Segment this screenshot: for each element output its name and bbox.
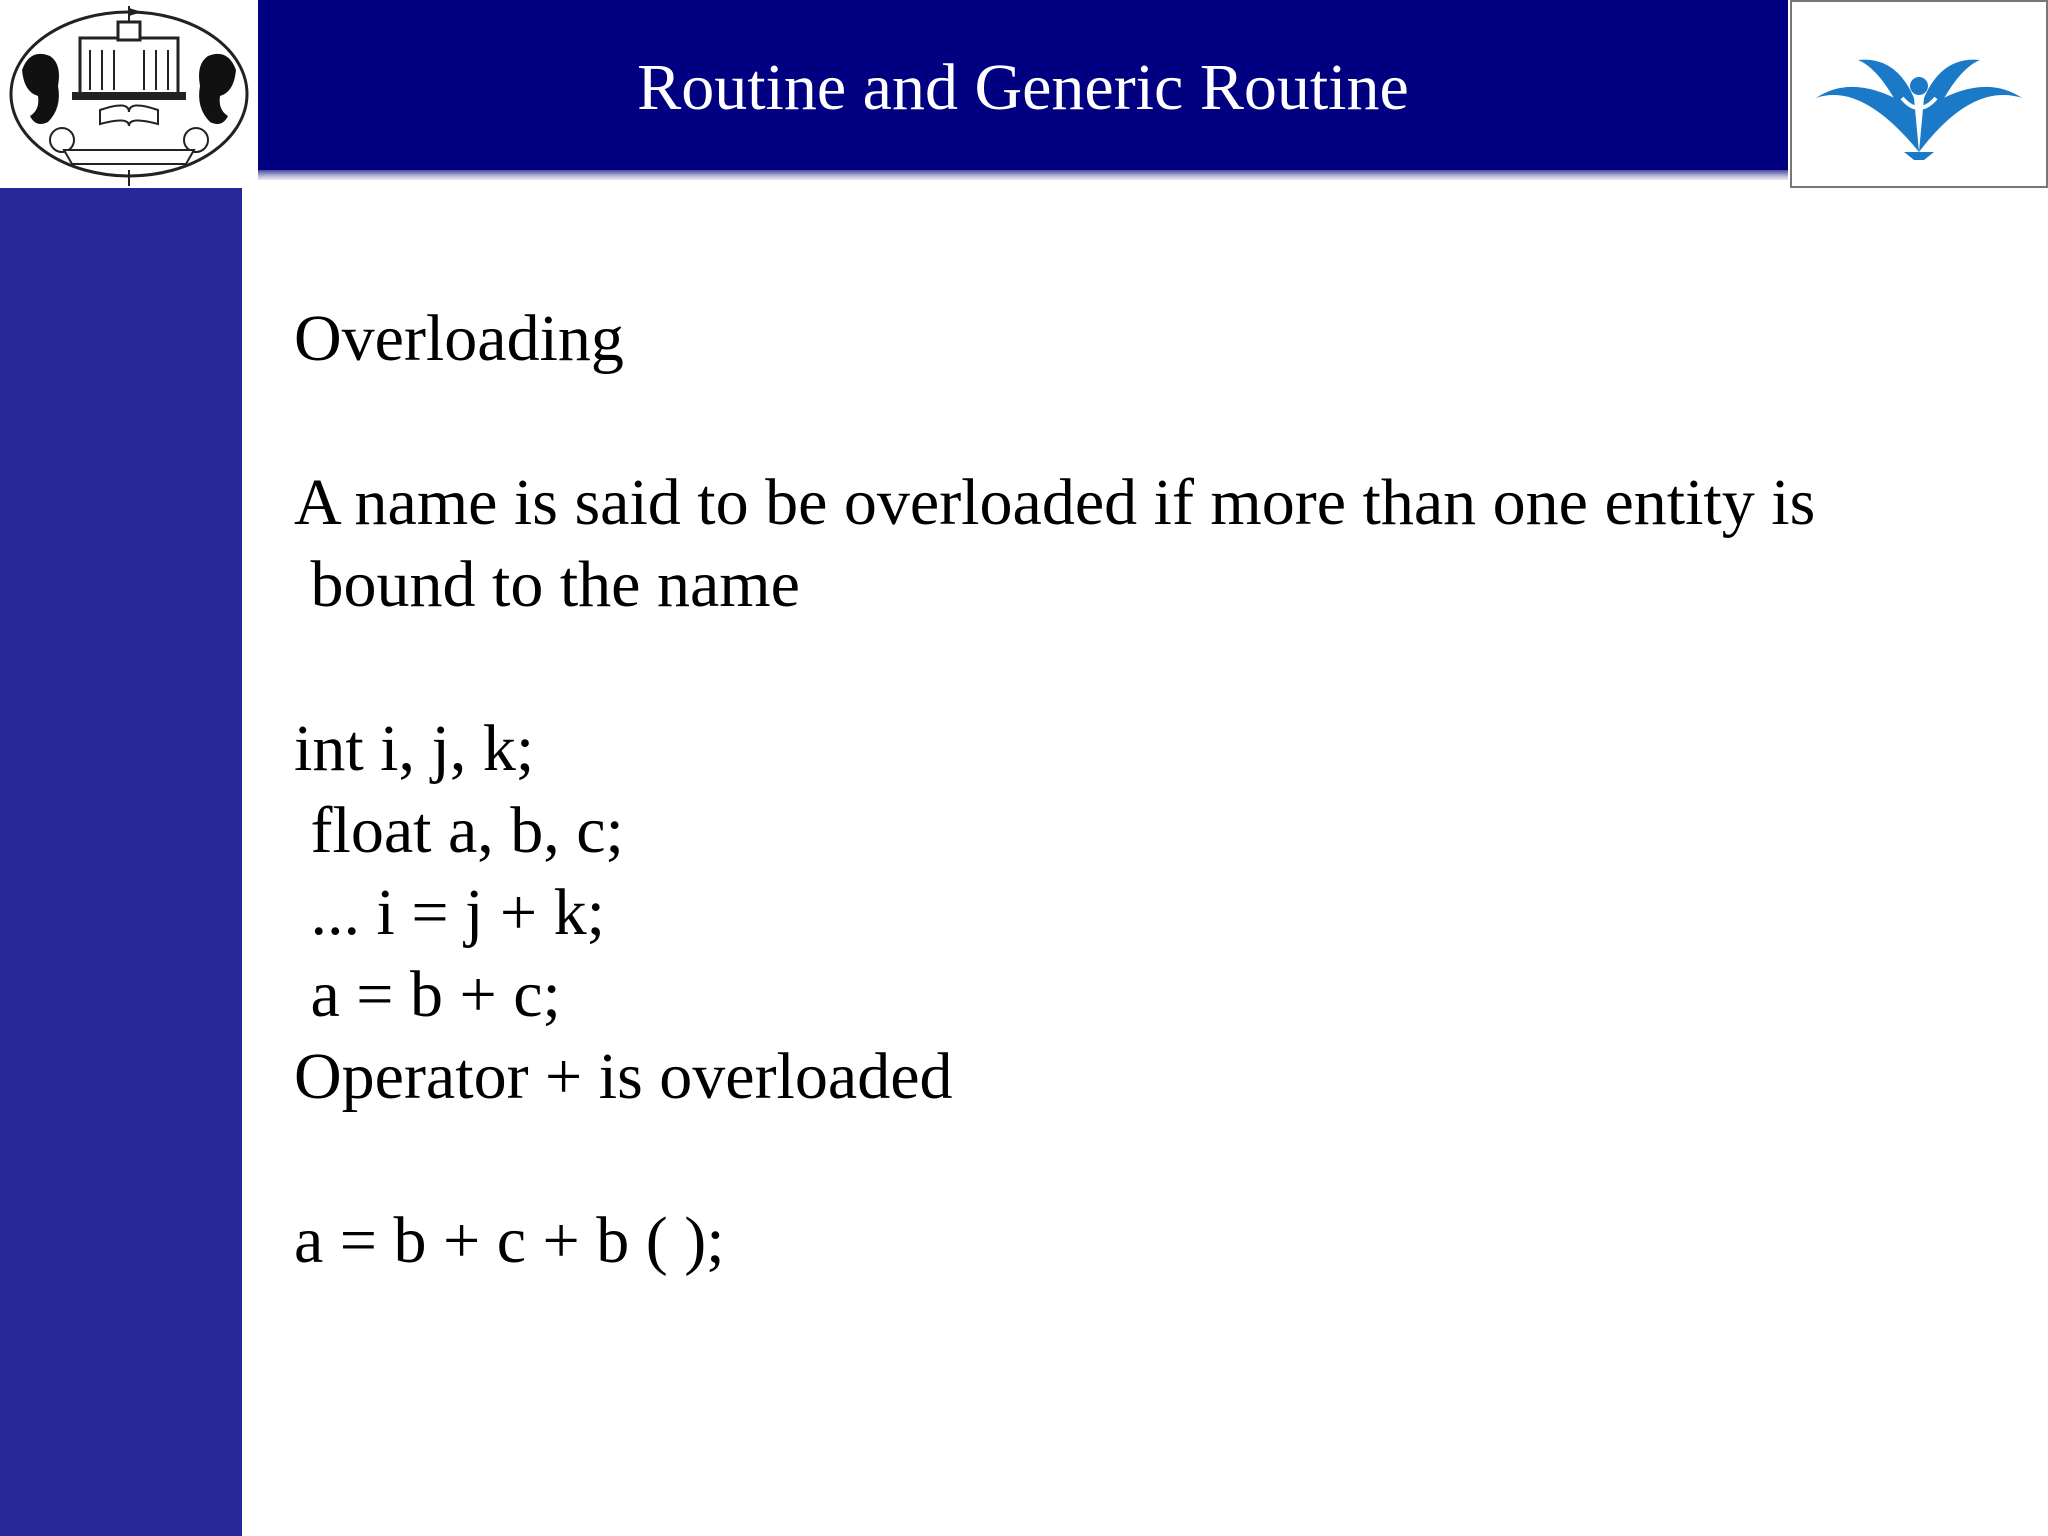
blank-line: [294, 380, 1994, 462]
code-line-4: a = b + c;: [294, 958, 561, 1031]
overload-statement: Operator + is overloaded: [294, 1040, 953, 1113]
code-line-1: int i, j, k;: [294, 712, 535, 785]
code-line-3: ... i = j + k;: [294, 876, 605, 949]
example-expression: a = b + c + b ( );: [294, 1204, 725, 1277]
slide-content: [294, 298, 1994, 1282]
left-sidebar-band: [0, 188, 242, 1536]
blank-line: [294, 626, 1994, 708]
blank-line: [294, 1118, 1994, 1200]
definition-line-1: A name is said to be overloaded if more than one entity is: [294, 466, 1816, 539]
university-crest-logo: [0, 0, 258, 188]
university-crest-icon: [0, 0, 258, 188]
slide-title: Routine and Generic Routine: [637, 51, 1409, 124]
sgoi-flower-logo-icon: [1792, 2, 2046, 186]
code-line-2: float a, b, c;: [294, 794, 624, 867]
definition-line-2: bound to the name: [294, 548, 800, 621]
sgoi-logo: [1790, 0, 2048, 188]
section-heading: Overloading: [294, 302, 624, 375]
